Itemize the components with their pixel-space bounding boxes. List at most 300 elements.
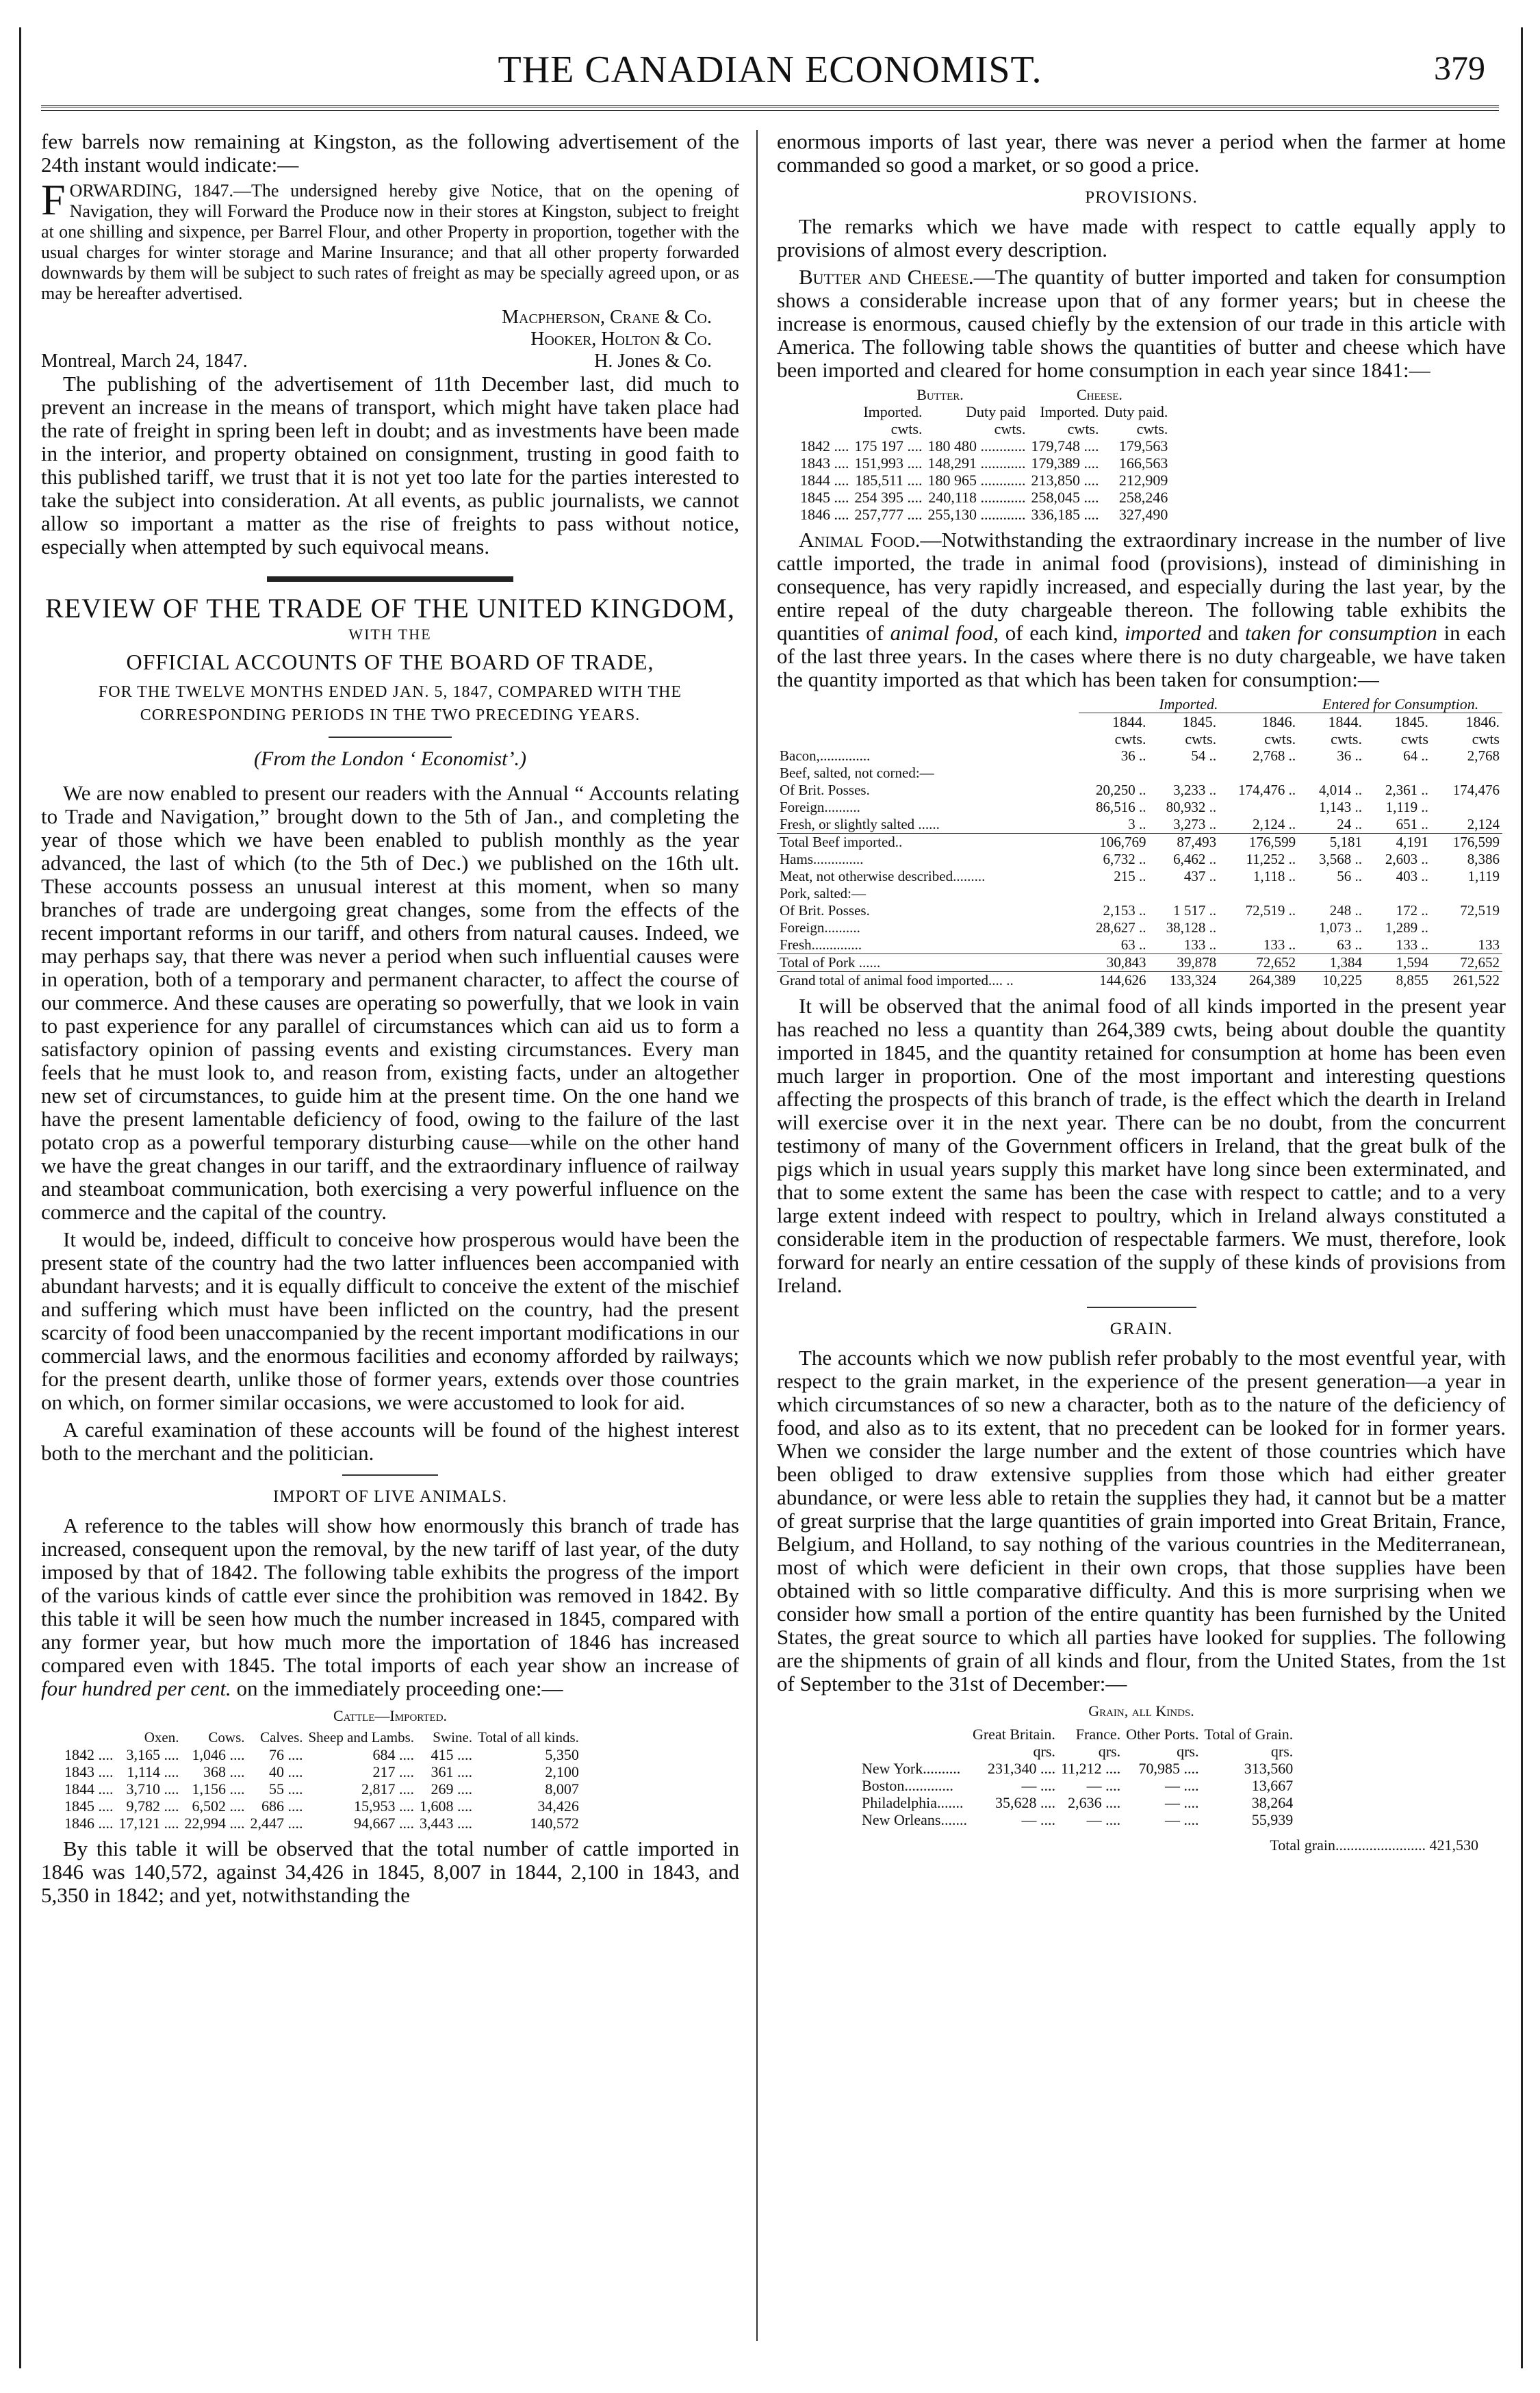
advertisement-text: ORWARDING, 1847.—The undersigned hereby give Notice, that on the opening of Navigation, they will Forward the Produce now in their stores at Kingston, subject to freight at one shilling and sixpence, per Barrel Flour, and other Property in proportion, together with the usual charges for winter storage and Marine Insurance; and that all other property forwarded downwards by them will be subject to such rates of freight as may be specially agreed upon, or as may be hereafter advertised.	[41, 181, 739, 303]
table-cell: 2,603 ..	[1385, 851, 1428, 867]
table-row	[777, 885, 1502, 902]
table-cell: 261,522	[1431, 972, 1502, 990]
table-cell: 11,212 ....	[1060, 1760, 1121, 1777]
table-cell: Foreign..........	[780, 919, 860, 936]
text-run: in each of the last three years. In the cases where there is no duty chargeable, we have taken the quantity imported as that which has been taken for consumption:—	[777, 621, 1506, 691]
table-cell: 1,594	[1365, 954, 1431, 972]
table-cell: 213,850 ....	[1031, 472, 1099, 489]
table-cell: 133,324	[1148, 972, 1219, 990]
table-cell: 76 ....	[269, 1746, 303, 1763]
grain-shipments-table	[859, 1726, 1296, 1828]
table-cell: 70,985 ....	[1138, 1760, 1199, 1777]
table-cell: 2,817 ....	[361, 1780, 415, 1797]
table-cell: 1,156 ....	[192, 1780, 245, 1797]
table-cell: 651 ..	[1396, 816, 1428, 832]
table-cell: 36 ..	[1120, 747, 1146, 764]
table-cell: 1845 ....	[800, 489, 849, 506]
paragraph: enormous imports of last year, there was never a period when the farmer at home commanded so good a market, or so good a price.	[777, 129, 1506, 177]
table-header-cell: 1846.	[1465, 713, 1500, 730]
table-caption: Grain, all Kinds.	[1088, 1702, 1194, 1719]
table-cell: 8,855	[1365, 972, 1431, 990]
table-cell: 8,007	[545, 1780, 579, 1797]
table-header-cell: Other Ports.	[1126, 1726, 1199, 1743]
table-cell: 2,768	[1467, 747, 1500, 764]
table-cell: 133	[1478, 936, 1500, 953]
article-source: (From the London ‘ Economist’.)	[254, 747, 526, 770]
run-in-heading: Animal Food.	[799, 528, 921, 552]
table-cell: 39,878	[1148, 954, 1219, 972]
divider	[342, 1474, 438, 1476]
paragraph: The publishing of the advertisement of 11th December last, did much to prevent an increase in the means of transport, which might have taken place had the rate of freight in spring been left in doubt; and as investments have been made in the interior, and property obtained on consignment, trusting in good faith to this published tariff, we trust that it is not yet too late for the parties interested to take the subject into consideration. At all events, as public journalists, we cannot allow so important a matter as the rise of freights to pass without notice, especially when attempted by such equivocal means.	[41, 372, 739, 559]
table-cell	[1079, 885, 1149, 902]
table-cell: Grand total of animal food imported.... ..	[777, 972, 1079, 990]
table-row	[859, 1777, 1296, 1794]
table-cell	[1431, 765, 1502, 782]
table-cell: 255,130 ............	[927, 506, 1026, 523]
text-run: —The quantity of butter imported and taken for consumption shows a considerable increase upon that of any former years; but in cheese the increase is enormous, caused chiefly by the extension of our trade in this article with America. The following table shows the quantities of butter and cheese which have been imported and cleared for home consumption in each year since 1841:—	[777, 265, 1506, 382]
table-cell	[1431, 885, 1502, 902]
article-subtitle: OFFICIAL ACCOUNTS OF THE BOARD OF TRADE,	[126, 650, 654, 674]
table-row	[777, 765, 1502, 782]
table-header-cell: 1844.	[1328, 713, 1362, 730]
table-cell: 686 ....	[261, 1797, 303, 1815]
table-cell: 231,340 ....	[987, 1760, 1055, 1777]
table-row	[777, 972, 1502, 990]
table-cell: — ....	[1164, 1794, 1199, 1811]
table-group-heading: Entered for Consumption.	[1298, 695, 1502, 713]
table-row	[62, 1780, 582, 1797]
table-unit-cell: qrs.	[1270, 1743, 1294, 1760]
table-row	[797, 506, 1170, 523]
table-header-cell: Duty paid.	[1104, 403, 1168, 420]
table-cell: 133 ..	[1263, 936, 1296, 953]
table-cell: 1842 ....	[800, 437, 849, 455]
table-cell: 437 ..	[1183, 868, 1217, 884]
table-unit-cell: cwts.	[890, 420, 923, 437]
table-cell: 2,124	[1467, 816, 1500, 832]
table-row	[859, 1811, 1296, 1828]
section-heading: IMPORT OF LIVE ANIMALS.	[273, 1487, 507, 1506]
text-run: A reference to the tables will show how enormously this branch of trade has increased, consequent upon the removal, by the new tariff of last year, of the duty imposed by that of 1842. The following table exhibits the progress of the import of the various kinds of cattle ever since the prohibition was removed in 1842. By this table it will be seen how much the number increased in 1845, compared with any former year, but how much more the importation of 1846 has increased compared even with 1845. The total imports of each year show an increase of	[41, 1513, 739, 1677]
left-border-rule	[19, 27, 21, 2368]
table-cell: 54 ..	[1191, 747, 1217, 764]
table-cell: 415 ....	[431, 1746, 473, 1763]
table-cell: 72,519	[1460, 902, 1500, 919]
table-cell: 217 ....	[372, 1763, 415, 1780]
table-cell: 72,652	[1219, 954, 1298, 972]
table-header-cell: Great Britain.	[972, 1726, 1055, 1743]
table-cell: 36 ..	[1337, 747, 1362, 764]
table-cell: 106,769	[1079, 834, 1149, 852]
table-cell: 30,843	[1079, 954, 1149, 972]
table-unit-cell: qrs.	[1177, 1743, 1199, 1760]
paragraph: A careful examination of these accounts will be found of the highest interest both to the merchant and the politician.	[41, 1418, 739, 1465]
table-unit-cell	[777, 730, 1079, 747]
table-cell: 212,909	[1118, 472, 1168, 489]
text-run: and	[1201, 621, 1245, 645]
table-cell: 10,225	[1298, 972, 1365, 990]
table-cell: 151,993 ....	[854, 455, 923, 472]
table-cell: 185,511 ....	[855, 472, 923, 489]
table-cell: 3,233 ..	[1173, 782, 1217, 798]
table-cell: Foreign..........	[780, 799, 860, 815]
section-divider	[267, 576, 513, 582]
table-cell: 1,046 ....	[192, 1746, 245, 1763]
table-cell: 2,153 ..	[1103, 902, 1146, 919]
table-cell: 3 ..	[1128, 816, 1146, 832]
table-cell	[1219, 885, 1298, 902]
paragraph	[41, 1514, 739, 1700]
butter-cheese-table	[797, 386, 1170, 523]
table-cell: 215 ..	[1114, 868, 1146, 884]
table-cell	[1148, 765, 1219, 782]
table-header-cell: Total of all kinds.	[478, 1729, 579, 1745]
table-cell: 144,626	[1079, 972, 1149, 990]
table-row	[777, 868, 1502, 885]
table-cell: 2,636 ....	[1068, 1794, 1121, 1811]
table-row	[859, 1760, 1296, 1777]
table-cell: 327,490	[1118, 506, 1168, 523]
table-header-cell: Imported.	[1040, 403, 1099, 420]
table-cell: 2,361 ..	[1385, 782, 1428, 798]
table-cell: 38,264	[1251, 1794, 1294, 1811]
table-row	[777, 834, 1502, 852]
table-cell: 3,273 ..	[1173, 816, 1217, 832]
table-unit-cell: qrs.	[1033, 1743, 1055, 1760]
table-cell	[1431, 799, 1502, 816]
table-cell: 22,994 ....	[184, 1815, 245, 1832]
article-period: FOR THE TWELVE MONTHS ENDED JAN. 5, 1847, COMPARED WITH THE CORRESPONDING PERIODS IN THE TWO PRECEDING YEARS.	[98, 683, 682, 724]
table-cell	[1365, 885, 1431, 902]
table-cell: Pork, salted:—	[780, 885, 866, 901]
table-unit-cell	[797, 420, 852, 437]
table-header-cell	[62, 1729, 116, 1746]
table-header-cell	[777, 713, 1079, 731]
table-cell: 2,447 ....	[250, 1815, 303, 1832]
article-title: REVIEW OF THE TRADE OF THE UNITED KINGDOM,	[45, 593, 735, 624]
table-cell: 11,252 ..	[1246, 851, 1296, 867]
table-header-cell	[797, 403, 852, 420]
table-row	[797, 472, 1170, 489]
table-cell: 4,191	[1365, 834, 1431, 852]
table-unit-cell: cwts.	[1067, 420, 1099, 437]
table-cell: 179,563	[1118, 437, 1168, 455]
table-cell: 55 ....	[269, 1780, 303, 1797]
emphasis: taken for consumption	[1244, 621, 1437, 645]
table-cell	[1431, 919, 1502, 936]
table-cell: 86,516 ..	[1095, 799, 1146, 815]
table-cell: 1,119 ..	[1385, 799, 1428, 815]
drop-cap: F	[41, 175, 66, 224]
table-header-cell: Duty paid	[966, 403, 1026, 420]
table-row	[62, 1797, 582, 1815]
table-cell: 3,165 ....	[126, 1746, 179, 1763]
table-cell	[1298, 885, 1365, 902]
table-cell: 248 ..	[1329, 902, 1362, 919]
table-cell: 6,462 ..	[1173, 851, 1217, 867]
table-cell: 176,599	[1431, 834, 1502, 852]
table-group-heading: Butter.	[916, 386, 964, 403]
section-heading: GRAIN.	[1109, 1320, 1173, 1338]
signature: Hooker, Holton & Co.	[530, 329, 712, 350]
table-cell: 264,389	[1219, 972, 1298, 990]
table-cell: Total of Pork ......	[777, 954, 1079, 972]
table-caption: Cattle—Imported.	[333, 1707, 448, 1724]
table-cell: 180 480 ............	[927, 437, 1026, 455]
table-cell: 180 965 ............	[927, 472, 1026, 489]
paragraph: We are now enabled to present our readers with the Annual “ Accounts relating to Trade and Navigation,” brought down to the 5th of Jan., and completing the year of those which we have been enabled to publish monthly as the year advanced, the last of which (to the 5th of Dec.) we published on the 16th ult. These accounts possess an unusual interest at this moment, when so many branches of trade are undergoing great changes, some from the effects of the recent important reforms in our tariff, and others from natural causes. Indeed, we may perhaps say, that there was never a period when such influential causes were in operation, both of a temporary and permanent character, to affect the course of our commerce. And these causes are operating so powerfully, that we look in vain to past experience for any parallel of circumstances which can aid us to form a satisfactory opinion of passing events and existing circumstances. Every man feels that he must look to, and reason from, existing facts, under an altogether new set of circumstances, to guide him at the present time. On the one hand we have the present lamentable deficiency of food, owing to the failure of the last potato crop as a powerful temporary disturbing cause—while on the other hand we have the great changes in our tariff, and the extraordinary influence of railway and steamboat communication, both exercising a very powerful influence on the commerce and the capital of the country.	[41, 781, 739, 1224]
table-row	[777, 816, 1502, 834]
table-cell: — ....	[1164, 1811, 1199, 1828]
table-header-cell: 1845.	[1394, 713, 1428, 730]
table-cell: — ....	[1021, 1811, 1055, 1828]
signature-place-date: Montreal, March 24, 1847.	[41, 350, 248, 372]
table-cell: — ....	[1086, 1777, 1121, 1794]
advertisement-signatures	[41, 307, 739, 372]
left-column	[41, 130, 739, 1911]
table-cell: 9,782 ....	[126, 1797, 179, 1815]
table-cell: 172 ..	[1396, 902, 1428, 919]
table-cell: Boston.............	[862, 1777, 953, 1794]
table-cell: 80,932 ..	[1166, 799, 1217, 815]
table-cell: 1,073 ..	[1319, 919, 1362, 936]
table-cell: Of Brit. Posses.	[780, 902, 870, 919]
table-cell: 1845 ....	[64, 1797, 114, 1815]
table-cell: 15,953 ....	[354, 1797, 415, 1815]
table-cell	[1219, 765, 1298, 782]
table-row	[797, 437, 1170, 455]
table-cell: 179,748 ....	[1031, 437, 1099, 455]
table-cell	[1365, 765, 1431, 782]
table-cell	[1148, 885, 1219, 902]
journal-title: THE CANADIAN ECONOMIST.	[498, 49, 1042, 91]
table-cell: 1,114 ....	[127, 1763, 179, 1780]
divider	[329, 737, 452, 738]
table-cell: 72,652	[1431, 954, 1502, 972]
table-cell: 8,386	[1467, 851, 1500, 867]
table-cell: 6,502 ....	[192, 1797, 245, 1815]
table-cell: 1,119	[1467, 868, 1500, 884]
table-unit-cell: cwts.	[1114, 730, 1146, 747]
table-unit-cell: cwts.	[994, 420, 1026, 437]
table-cell: 2,124 ..	[1253, 816, 1296, 832]
emphasis: animal food	[890, 621, 994, 645]
run-in-heading: Butter and Cheese.	[799, 265, 974, 289]
table-cell: 1,143 ..	[1319, 799, 1362, 815]
grain-grand-total: Total grain........................ 421,530	[1270, 1837, 1478, 1854]
paragraph: By this table it will be observed that the total number of cattle imported in 1846 was 140,572, against 34,426 in 1845, 8,007 in 1844, 2,100 in 1843, and 5,350 in 1842; and yet, notwithstanding the	[41, 1837, 739, 1907]
table-cell: 64 ..	[1403, 747, 1428, 764]
table-cell: — ....	[1086, 1811, 1121, 1828]
table-cell: 1,289 ..	[1385, 919, 1428, 936]
table-row	[777, 902, 1502, 919]
text-run: on the immediately proceeding one:—	[231, 1676, 563, 1700]
table-unit-cell	[859, 1743, 970, 1760]
table-unit-cell: cwts.	[1185, 730, 1217, 747]
table-header-cell: 1846.	[1261, 713, 1296, 730]
section-heading: PROVISIONS.	[1085, 188, 1198, 207]
table-cell: 4,014 ..	[1319, 782, 1362, 798]
text-run: , of each kind,	[993, 621, 1125, 645]
table-cell: 3,710 ....	[126, 1780, 179, 1797]
table-header-cell: Total of Grain.	[1204, 1726, 1294, 1743]
table-header-cell: Sheep and Lambs.	[308, 1729, 415, 1745]
table-cell: — ....	[1164, 1777, 1199, 1794]
table-unit-cell: cwts.	[1264, 730, 1296, 747]
table-cell: 63 ..	[1120, 936, 1146, 953]
table-cell	[1079, 765, 1149, 782]
divider	[1087, 1307, 1196, 1308]
table-cell: 1846 ....	[64, 1815, 114, 1832]
paragraph: The remarks which we have made with respect to cattle equally apply to provisions of almost every description.	[777, 214, 1506, 261]
table-cell: 56 ..	[1337, 868, 1362, 884]
table-cell: 34,426	[537, 1797, 579, 1815]
table-cell: 313,560	[1244, 1760, 1294, 1777]
emphasis: four hundred per cent.	[41, 1676, 231, 1700]
signature: Macpherson, Crane & Co.	[502, 307, 712, 328]
table-cell: 63 ..	[1337, 936, 1362, 953]
page-number: 379	[1434, 49, 1485, 87]
table-cell: 174,476 ..	[1238, 782, 1296, 798]
table-cell: 1842 ....	[64, 1746, 114, 1763]
table-row	[62, 1763, 582, 1780]
table-cell: 403 ..	[1396, 868, 1428, 884]
table-cell: 361 ....	[431, 1763, 473, 1780]
table-row	[797, 455, 1170, 472]
paragraph	[777, 266, 1506, 382]
table-row	[777, 782, 1502, 799]
table-cell: 38,128 ..	[1166, 919, 1217, 936]
table-cell: 3,443 ....	[420, 1815, 473, 1832]
right-column	[777, 130, 1506, 1857]
table-cell: 684 ....	[372, 1746, 415, 1763]
table-header-cell: Imported.	[863, 403, 923, 420]
table-cell: 174,476	[1452, 782, 1500, 798]
table-cell: 1844 ....	[800, 472, 849, 489]
table-cell: 254 395 ....	[854, 489, 923, 506]
emphasis: imported	[1125, 621, 1201, 645]
paragraph	[777, 528, 1506, 691]
paragraph: It will be observed that the animal food of all kinds imported in the present year has reached no less a quantity than 264,389 cwts, being about double the quantity imported in 1845, and the quantity retained for consumption at home has been even much larger in proportion. One of the most important and interesting questions affecting the prospects of this branch of trade, is the effect which the dearth in Ireland will exercise over it in the next year. There can be no doubt, from the concurrent testimony of many of the Government officers in Ireland, that the great bulk of the pigs which in usual years supply this market have long since been exterminated, and that to some extent the same has been the case with respect to cattle; and to a very large extent indeed with respect to poultry, which in Ireland always constituted a considerable item in the production of respectable farmers. We must, therefore, look forward for nearly an entire cessation of the supply of these kinds of provisions from Ireland.	[777, 994, 1506, 1297]
table-cell: 2,768 ..	[1253, 747, 1296, 764]
table-row	[777, 954, 1502, 972]
table-unit-cell: cwts.	[1331, 730, 1362, 747]
table-cell: 2,100	[545, 1763, 579, 1780]
table-cell: 148,291 ............	[927, 455, 1026, 472]
article-subtitle-with: WITH THE	[348, 626, 432, 643]
table-cell: 258,246	[1118, 489, 1168, 506]
right-border-rule	[1521, 27, 1523, 2368]
column-rule	[756, 130, 758, 2341]
table-header-cell: 1845.	[1182, 713, 1217, 730]
table-cell: 94,667 ....	[354, 1815, 415, 1832]
table-row	[777, 936, 1502, 954]
table-cell: 3,568 ..	[1319, 851, 1362, 867]
table-cell: 1,608 ....	[420, 1797, 473, 1815]
table-cell: Of Brit. Posses.	[780, 782, 870, 798]
table-cell: 240,118 ............	[928, 489, 1026, 506]
table-cell: New Orleans.......	[862, 1811, 967, 1828]
header-rule	[41, 105, 1499, 111]
animal-food-table	[777, 695, 1502, 989]
table-cell: 17,121 ....	[118, 1815, 179, 1832]
table-row	[777, 747, 1502, 765]
table-cell	[1219, 799, 1298, 816]
paragraph: It would be, indeed, difficult to conceive how prosperous would have been the present state of the country had the two latter influences been accompanied with abundant harvests; and it is equally difficult to conceive the extent of the mischief and suffering which must have been inflicted on the country, had the present scarcity of food been unaccompanied by the recent important modifications in our commercial laws, and the enormous facilities and economy afforded by railways; for the present dearth, unlike those of former years, extends over those countries on which, on former similar occasions, we were accustomed to look for aid.	[41, 1227, 739, 1414]
table-row	[62, 1815, 582, 1832]
table-header-cell: 1844.	[1112, 713, 1146, 730]
table-group-heading: Imported.	[1079, 695, 1298, 713]
table-group-heading: Cheese.	[1077, 386, 1122, 403]
table-cell	[1219, 919, 1298, 936]
table-header-cell: Calves.	[260, 1729, 303, 1745]
table-cell: 257,777 ....	[854, 506, 923, 523]
table-header-cell	[859, 1726, 970, 1743]
table-cell: 176,599	[1219, 834, 1298, 852]
table-cell: 6,732 ..	[1103, 851, 1146, 867]
table-unit-cell: cwts	[1472, 730, 1500, 747]
table-cell: — ....	[1021, 1777, 1055, 1794]
signature: H. Jones & Co.	[594, 350, 712, 372]
table-cell: 258,045 ....	[1031, 489, 1099, 506]
table-cell: 1 517 ..	[1173, 902, 1217, 919]
page-header	[41, 48, 1499, 110]
cattle-import-table	[62, 1729, 582, 1832]
table-cell: 133 ..	[1396, 936, 1428, 953]
table-cell: 166,563	[1118, 455, 1168, 472]
table-header-cell: Oxen.	[144, 1729, 179, 1745]
table-cell: Beef, salted, not corned:—	[780, 765, 934, 781]
table-cell: 24 ..	[1337, 816, 1362, 832]
table-cell: 133 ..	[1183, 936, 1217, 953]
paragraph: few barrels now remaining at Kingston, as the following advertisement of the 24th instant would indicate:—	[41, 129, 739, 177]
table-row	[777, 919, 1502, 936]
table-cell: 1,384	[1298, 954, 1365, 972]
table-unit-cell: cwts	[1400, 730, 1428, 747]
table-row	[777, 851, 1502, 868]
table-cell: 140,572	[530, 1815, 579, 1832]
table-cell: Meat, not otherwise described.........	[780, 868, 986, 884]
text-run: —Notwithstanding the extraordinary increase in the number of live cattle imported, the trade in animal food (provisions), instead of diminishing in consequence, has very rapidly increased, and especially during the last year, by the entire repeal of the duty chargeable thereon. The following table exhibits the quantities of	[777, 528, 1506, 645]
table-row	[777, 799, 1502, 816]
table-cell: Philadelphia.......	[862, 1794, 964, 1811]
table-header-cell: France.	[1075, 1726, 1121, 1743]
table-header-cell: Swine.	[433, 1729, 473, 1745]
table-row	[859, 1794, 1296, 1811]
paragraph: The accounts which we now publish refer probably to the most eventful year, with respect to the grain market, in the experience of the present generation—a year in which circumstances of so new a character, both as to the nature of the deficiency of food, and also as to its extent, that no precedent can be looked for in former years. When we consider the large number and the extent of those countries which have been obliged to draw extensive supplies from those which had either greater abundance, or were less able to retain the supplies they had, it cannot but be a matter of great surprise that the large quantities of grain imported into Great Britain, France, Belgium, and Holland, to say nothing of the various countries in the Mediterranean, most of which were deficient in their own crops, that those supplies have been obtained with so little comparative difficulty. And this is more surprising when we consider how small a portion of the entire quantity has been furnished by the United States, the great source to which all parties have looked for supplies. The following are the shipments of grain of all kinds and flour, from the United States, from the 1st of September to the 31st of December:—	[777, 1346, 1506, 1695]
table-cell: 13,667	[1251, 1777, 1294, 1794]
table-unit-cell: qrs.	[1098, 1743, 1121, 1760]
table-cell: 368 ....	[203, 1763, 245, 1780]
table-cell: Fresh, or slightly salted ......	[780, 816, 940, 832]
table-cell: 1843 ....	[64, 1763, 114, 1780]
table-cell: 1846 ....	[800, 506, 849, 523]
table-cell: 336,185 ....	[1031, 506, 1099, 523]
table-cell: 1844 ....	[64, 1780, 114, 1797]
forwarding-advertisement	[41, 175, 739, 304]
table-cell: 72,519 ..	[1245, 902, 1296, 919]
table-cell: 5,181	[1298, 834, 1365, 852]
table-cell: 179,389 ....	[1031, 455, 1099, 472]
table-cell: Total Beef imported..	[777, 834, 1079, 852]
table-unit-cell: cwts.	[1136, 420, 1168, 437]
table-cell	[1298, 765, 1365, 782]
table-cell: 269 ....	[431, 1780, 473, 1797]
table-row	[797, 489, 1170, 506]
table-cell: 20,250 ..	[1095, 782, 1146, 798]
table-cell: 40 ....	[269, 1763, 303, 1780]
table-cell: 5,350	[545, 1746, 579, 1763]
